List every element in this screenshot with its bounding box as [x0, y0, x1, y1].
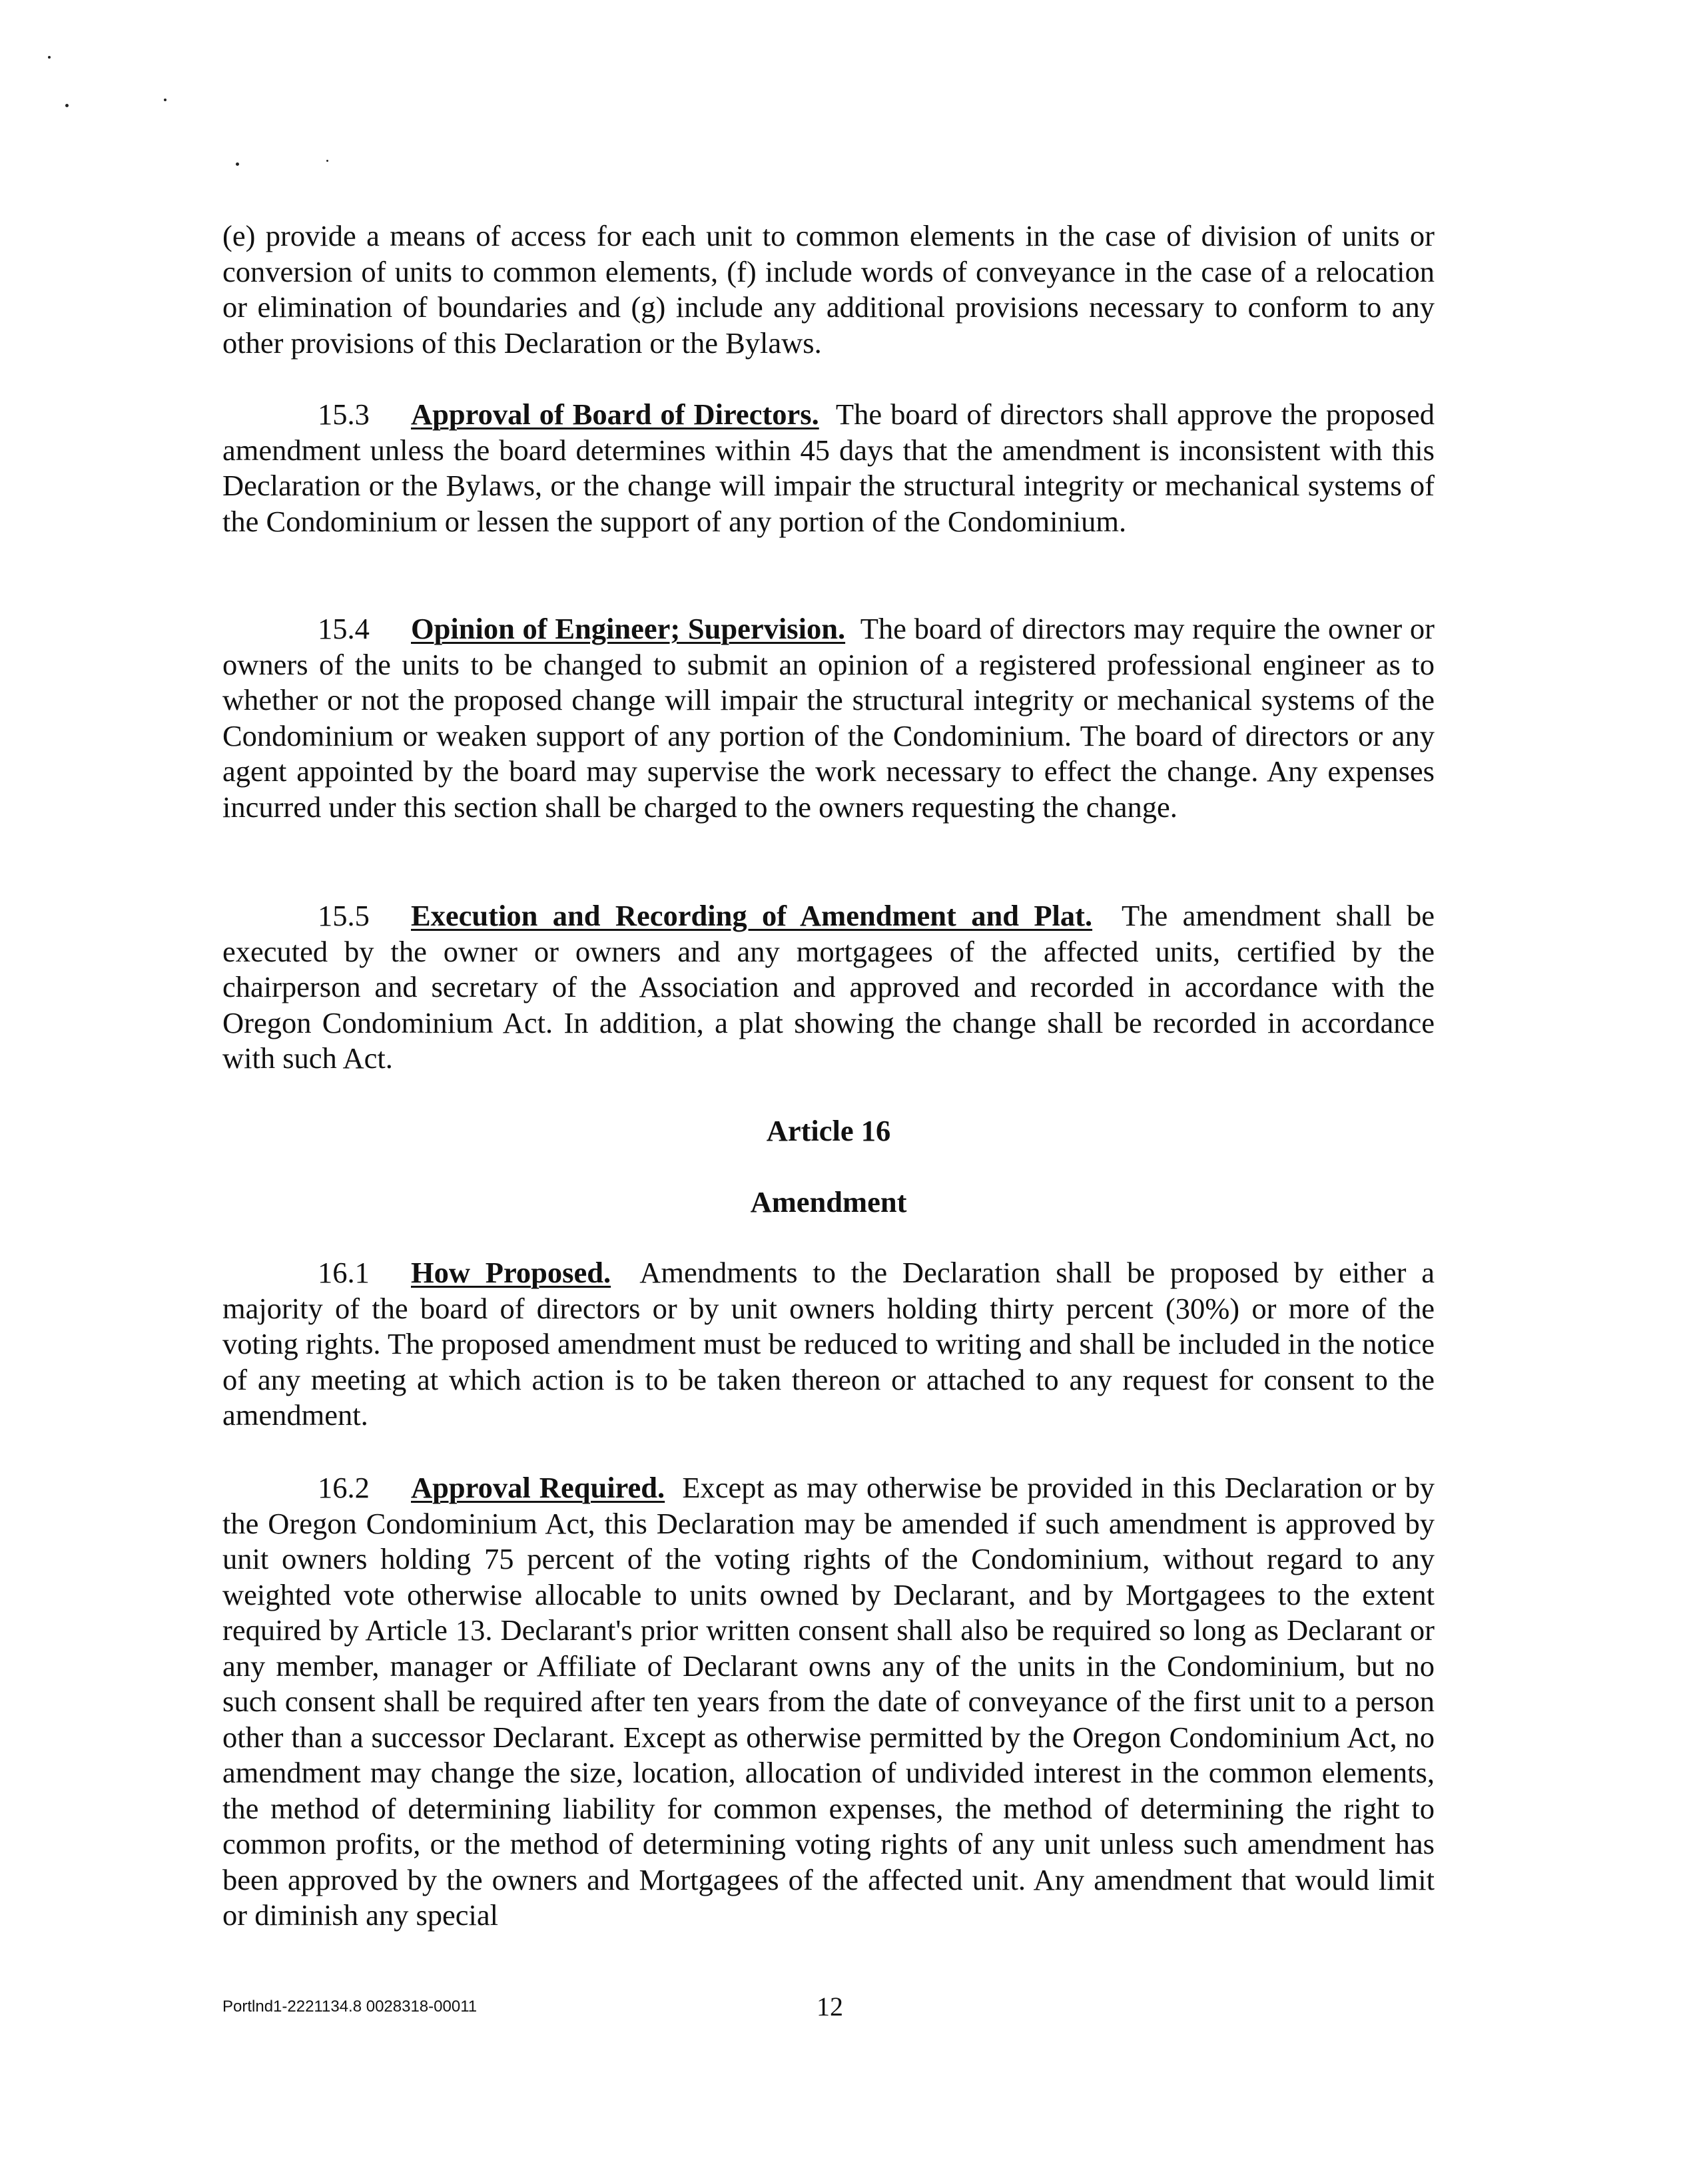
section-16-2 — [222, 1470, 1435, 1934]
section-title: Approval Required. — [411, 1471, 665, 1504]
section-title: Opinion of Engineer; Supervision. — [411, 612, 846, 645]
section-number: 16.1 — [318, 1256, 370, 1289]
scan-speck — [48, 56, 51, 59]
scan-speck — [65, 104, 69, 107]
article-title-heading: Amendment — [750, 1185, 907, 1219]
section-body: Except as may otherwise be provided in this Declaration or by the Oregon Condominium Act, this Declaration may be amended if such amendment is approved by unit owners holding 75 percent of the voting rights of the Condominium, without regard to any weighted vote otherwise allocable to units owned by Declarant, and by Mortgagees to the extent required by Article 13. Declarant's prior written consent shall also be required so long as Declarant or any member, manager or Affiliate of Declarant owns any of the units in the Condominium, but no such consent shall be required after ten years from the date of conveyance of the first unit to a person other than a successor Declarant. Except as otherwise permitted by the Oregon Condominium Act, no amendment may change the size, location, allocation of undivided interest in the common elements, the method of determining liability for common expenses, the method of determining the right to common profits, or the method of determining voting rights of any unit unless such amendment has been approved by the owners and Mortgagees of the affected unit. Any amendment that would limit or diminish any special — [222, 1471, 1435, 1932]
section-15-4 — [222, 611, 1435, 825]
section-title: Execution and Recording of Amendment and Plat. — [411, 899, 1093, 932]
section-title: Approval of Board of Directors. — [411, 398, 819, 431]
footer-page-number: 12 — [817, 1992, 843, 2022]
scan-speck — [326, 160, 328, 162]
opening-paragraph: (e) provide a means of access for each unit to common elements in the case of division of units or conversion of units to common elements, (f) include words of conveyance in the case of a relocation or elimination of boundaries and (g) include any additional provisions necessary to conform to any other provisions of this Declaration or the Bylaws. — [222, 219, 1435, 360]
section-16-1 — [222, 1255, 1435, 1434]
section-body: The board of directors shall approve the proposed amendment unless the board determines within 45 days that the amendment is inconsistent with this Declaration or the Bylaws, or the change will impair the structural integrity or mechanical systems of the Condominium or lessen the support of any portion of the Condominium. — [222, 398, 1435, 538]
section-number: 15.4 — [318, 612, 370, 645]
section-number: 15.3 — [318, 398, 370, 431]
section-number: 16.2 — [318, 1471, 370, 1504]
section-body: The board of directors may require the owner or owners of the units to be changed to submit an opinion of a registered professional engineer as to whether or not the proposed change will impair the structural integrity or mechanical systems of the Condominium or weaken support of any portion of the Condominium. The board of directors or any agent appointed by the board may supervise the work necessary to effect the change. Any expenses incurred under this section shall be charged to the owners requesting the change. — [222, 612, 1435, 824]
scan-speck — [164, 99, 167, 101]
section-15-3 — [222, 397, 1435, 539]
footer-document-id: Portlnd1-2221134.8 0028318-00011 — [222, 1998, 478, 2016]
section-body: Amendments to the Declaration shall be proposed by either a majority of the board of directors or by unit owners holding thirty percent (30%) or more of the voting rights. The proposed amendment must be reduced to writing and shall be included in the notice of any meeting at which action is to be taken thereon or attached to any request for consent to the amendment. — [222, 1256, 1435, 1432]
section-number: 15.5 — [318, 899, 370, 932]
scan-speck — [236, 162, 239, 166]
section-15-5 — [222, 898, 1435, 1077]
section-body: The amendment shall be executed by the owner or owners and any mortgagees of the affected units, certified by the chairperson and secretary of the Association and approved and recorded in accordance with the Oregon Condominium Act. In addition, a plat showing the change shall be recorded in accordance with such Act. — [222, 899, 1435, 1075]
section-title: How Proposed. — [411, 1256, 611, 1289]
article-number-heading: Article 16 — [766, 1114, 891, 1147]
